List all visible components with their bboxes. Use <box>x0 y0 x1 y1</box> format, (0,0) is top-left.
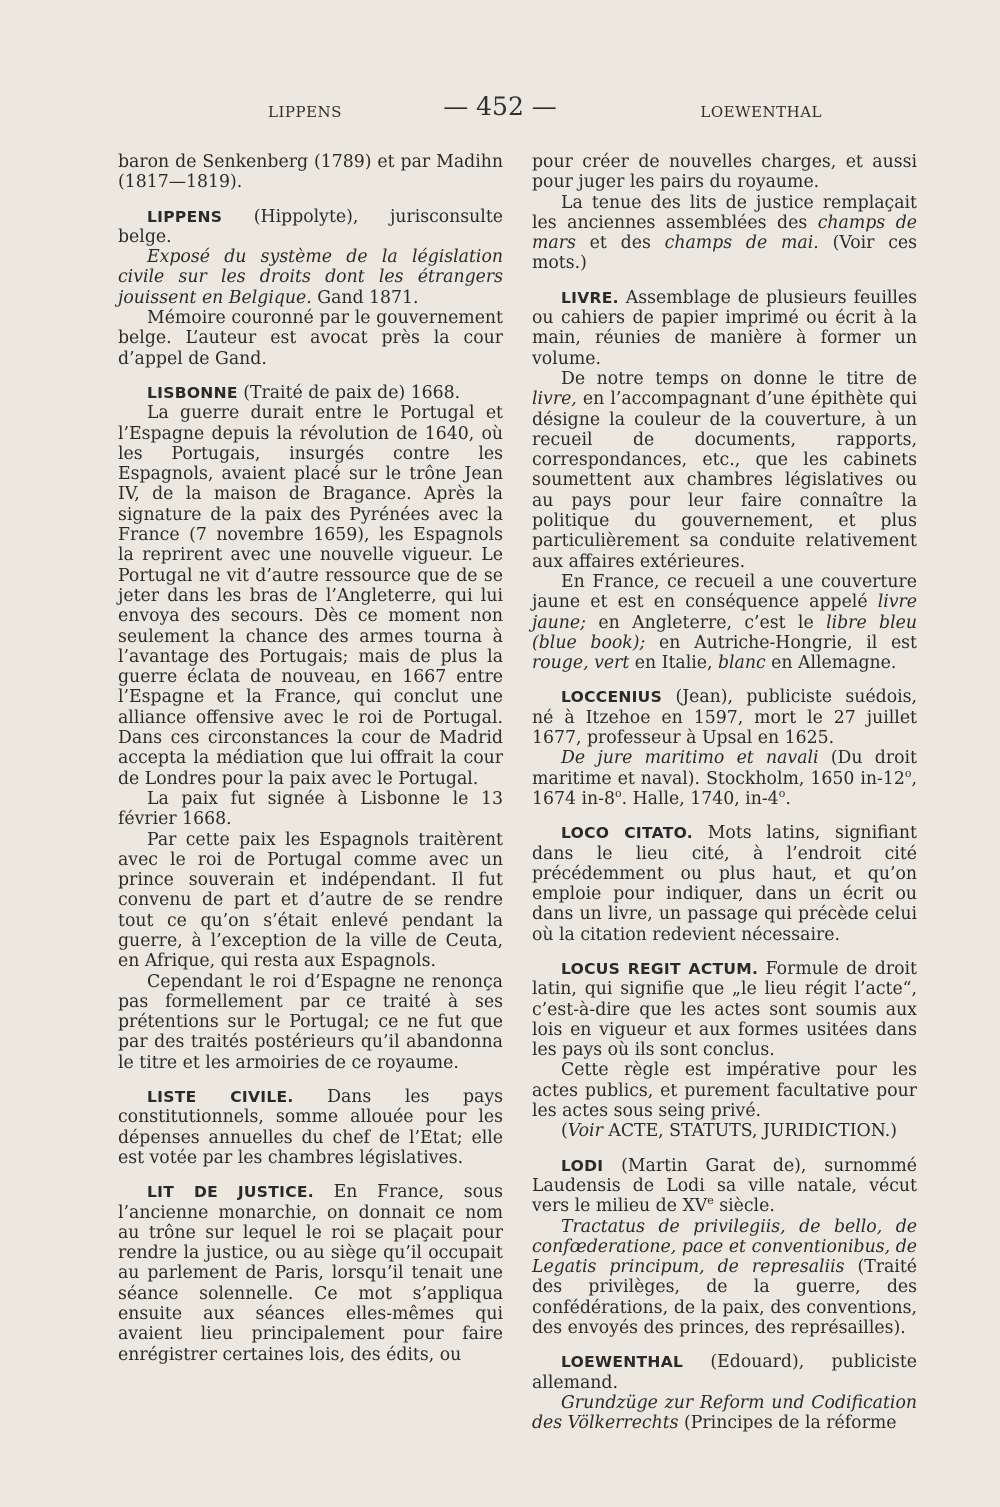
paragraph: La guerre durait entre le Portugal et l’Espagne depuis la révolution de 1640, où les Portugais, insurgés contre les Espagnols, avaient placé sur le trône Jean IV, de la maison de Bragance. Après la signature de la paix des Pyrénées avec la France (7 novembre 1659), les Espagnols la reprirent avec une nouvelle vigueur. Le Portugal ne vit d’autre ressource que de se jeter dans les bras de l’Angleterre, qui lui envoya des secours. Dès ce moment non seulement la chance des armes tourna à l’avantage des Portugais; mais de plus la guerre éclata de nouveau, en 1667 entre l’Espagne et la France, qui conclut une alliance offensive avec le roi de Portugal. Dans ces circonstances la cour de Madrid accepta la médiation que lui offrait la cour de Londres pour la paix avec le Portugal. <box>118 403 503 789</box>
entry-locus-regit-actum: LOCUS REGIT ACTUM. Formule de droit latin, qui signifie que „le lieu régit l’acte“, c’est-à-dire que les actes sont soumis aux lois en vigueur et aux formes usitées dans les pays où ils sont conclus. <box>532 958 917 1061</box>
paragraph: La tenue des lits de justice remplaçait les anciennes assemblées des champs de mars et des champs de mai. (Voir ces mots.) <box>532 192 918 274</box>
page-number: — 452 — <box>443 92 557 121</box>
entry-lisbonne: LISBONNE (Traité de paix de) 1668. <box>147 382 461 403</box>
paragraph: Cependant le roi d’Espagne ne renonça pas formellement par ce traité à ses prétentions sur le Portugal; ce ne fut que par des traités postérieurs qu’il abandonna le titre et les armoiries de ce royaume. <box>118 971 503 1073</box>
paragraph: De notre temps on donne le titre de livre, en l’accompagnant d’une épithète qui désigne la couleur de la couverture, à un recueil de documents, rapports, correspondances, etc., que les cabinets soumettent aux chambres législatives ou au pays pour leur faire connaître la politique du gouvernement, et plus particulièrement sa conduite relativement aux affaires extérieures. <box>532 368 917 572</box>
paragraph: baron de Senkenberg (1789) et par Madihn (1817—1819). <box>118 152 503 193</box>
paragraph: De jure maritimo et navali (Du droit maritime et naval). Stockholm, 1650 in-12$^o$, 1674 in-8$^o$. Halle, 1740, in-4$^o$. <box>532 748 918 809</box>
paragraph: Par cette paix les Espagnols traitèrent avec le roi de Portugal comme avec un prince souverain et indépendant. Il fut convenu de part et d’autre de se rendre tout ce qu’on s’était enlevé pendant la guerre, à l’exception de la ville de Ceuta, en Afrique, qui resta aux Espagnols. <box>118 829 503 972</box>
entry-heading: LIPPENS <box>147 207 223 226</box>
left-column <box>118 152 503 1365</box>
right-column <box>532 152 917 1434</box>
running-head-left: LIPPENS <box>268 103 342 121</box>
paragraph: (Voir ACTE, STATUTS, JURIDICTION.) <box>561 1121 897 1142</box>
paragraph: La paix fut signée à Lisbonne le 13 février 1668. <box>118 788 503 830</box>
entry-loewenthal: LOEWENTHAL (Edouard), publiciste allemand. <box>532 1352 917 1393</box>
paragraph: Tractatus de privilegiis, de bello, de confœderatione, pace et conventionibus, de Legatis principum, de represaliis (Traité des privilèges, de la guerre, des confédérations, de la paix, des conventions, des envoyés des princes, des représailles). <box>532 1216 917 1339</box>
entry-lodi: LODI (Martin Garat de), surnommé Laudensis de Lodi sa ville natale, vécut vers le milieu de XVe siècle. <box>532 1155 917 1217</box>
entry-heading: LODI <box>561 1156 604 1175</box>
entry-loccenius: LOCCENIUS (Jean), publiciste suédois, né à Itzehoe en 1597, mort le 27 juillet 1677, professeur à Upsal en 1625. <box>532 687 917 749</box>
entry-heading: LOEWENTHAL <box>561 1353 684 1372</box>
paragraph: Mémoire couronné par le gouvernement belge. L’auteur est avocat près la cour d’appel de Gand. <box>118 308 503 369</box>
entry-heading: LOCCENIUS <box>561 688 663 707</box>
entry-liste-civile: LISTE CIVILE. Dans les pays constitutionnels, somme allouée pour les dépenses annuelles du chef de l’Etat; elle est votée par les chambres législatives. <box>118 1087 503 1168</box>
paragraph: Cette règle est impérative pour les actes publics, et purement facultative pour les actes sous seing privé. <box>532 1060 917 1122</box>
paragraph: Grundzüge zur Reform und Codification des Völkerrechts (Principes de la réforme <box>532 1392 917 1434</box>
entry-lippens: LIPPENS (Hippolyte), jurisconsulte belge. <box>118 206 503 247</box>
entry-heading: LIVRE. <box>561 288 619 307</box>
entry-heading: LIT DE JUSTICE. <box>147 1183 314 1202</box>
entry-heading: LISTE CIVILE. <box>147 1088 294 1107</box>
running-head-right: LOEWENTHAL <box>700 103 822 121</box>
entry-lit-de-justice: LIT DE JUSTICE. En France, sous l’ancienne monarchie, on donnait ce nom au trône sur lequel le roi se plaçait pour rendre la justice, ou au siège qu’il occupait au parlement de Paris, lorsqu’il tenait une séance solennelle. Ce mot s’appliqua ensuite aux séances elles-mêmes qui avaient lieu principalement pour faire enrégistrer certaines lois, des édits, ou <box>118 1182 503 1365</box>
entry-livre: LIVRE. Assemblage de plusieurs feuilles ou cahiers de papier imprimé ou écrit à la main, réunies de manière à former un volume. <box>532 287 917 369</box>
entry-heading: LOCO CITATO. <box>561 824 693 843</box>
entry-loco-citato: LOCO CITATO. Mots latins, signifiant dans le lieu cité, à l’endroit cité précédemment ou plus haut, et qu’on emploie pour indiquer, dans un écrit ou dans un livre, un passage qui précède celui où la citation redevient nécessaire. <box>532 823 917 945</box>
paragraph: En France, ce recueil a une couverture jaune et est en conséquence appelé livre jaune; en Angleterre, c’est le libre bleu (blue book); en Autriche-Hongrie, il est rouge, vert en Italie, blanc en Allemagne. <box>532 571 917 674</box>
paragraph: Exposé du système de la législation civile sur les droits dont les étrangers jouissent en Belgique. Gand 1871. <box>118 247 503 308</box>
entry-heading: LOCUS REGIT ACTUM. <box>561 959 759 978</box>
entry-heading: LISBONNE <box>147 383 238 402</box>
paragraph: pour créer de nouvelles charges, et aussi pour juger les pairs du royaume. <box>532 152 917 193</box>
